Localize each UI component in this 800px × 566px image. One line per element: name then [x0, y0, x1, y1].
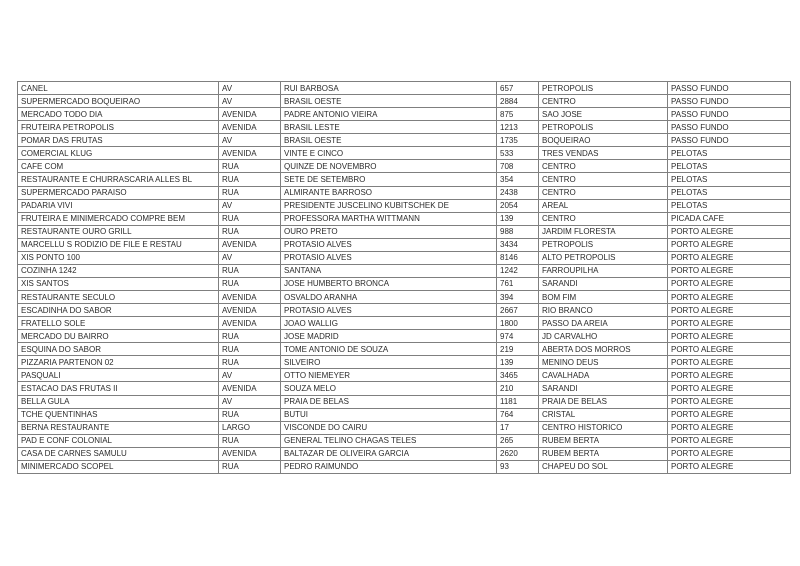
- table-cell: SARANDI: [539, 382, 668, 395]
- table-cell: JD CARVALHO: [539, 330, 668, 343]
- table-cell: PRAIA DE BELAS: [281, 395, 497, 408]
- table-cell: PORTO ALEGRE: [668, 460, 791, 473]
- table-cell: PELOTAS: [668, 199, 791, 212]
- table-cell: RUA: [219, 264, 281, 277]
- table-cell: VISCONDE DO CAIRU: [281, 421, 497, 434]
- table-row: [18, 421, 791, 434]
- table-cell: PORTO ALEGRE: [668, 330, 791, 343]
- table-row: [18, 447, 791, 460]
- table-cell: PETROPOLIS: [539, 121, 668, 134]
- table-cell: JARDIM FLORESTA: [539, 225, 668, 238]
- table-cell: 974: [497, 330, 539, 343]
- table-cell: BUTUI: [281, 408, 497, 421]
- table-row: [18, 108, 791, 121]
- table-cell: RUBEM BERTA: [539, 447, 668, 460]
- table-cell: OURO PRETO: [281, 225, 497, 238]
- table-cell: RUA: [219, 186, 281, 199]
- table-cell: TOME ANTONIO DE SOUZA: [281, 343, 497, 356]
- table-cell: ALTO PETROPOLIS: [539, 251, 668, 264]
- table-cell: PORTO ALEGRE: [668, 317, 791, 330]
- table-cell: PORTO ALEGRE: [668, 264, 791, 277]
- table-cell: RUA: [219, 434, 281, 447]
- table-cell: SARANDI: [539, 277, 668, 290]
- table-cell: PASSO FUNDO: [668, 134, 791, 147]
- table-cell: CENTRO: [539, 186, 668, 199]
- table-cell: BOQUEIRAO: [539, 134, 668, 147]
- table-cell: 3465: [497, 369, 539, 382]
- table-cell: PRAIA DE BELAS: [539, 395, 668, 408]
- table-row: [18, 95, 791, 108]
- table-row: [18, 317, 791, 330]
- table-row: [18, 82, 791, 95]
- table-cell: PORTO ALEGRE: [668, 304, 791, 317]
- table-cell: PORTO ALEGRE: [668, 277, 791, 290]
- table-row: [18, 304, 791, 317]
- table-cell: CENTRO: [539, 173, 668, 186]
- table-cell: 3434: [497, 238, 539, 251]
- table-cell: RUA: [219, 225, 281, 238]
- table-cell: PADARIA VIVI: [18, 199, 219, 212]
- table-cell: PELOTAS: [668, 173, 791, 186]
- table-cell: XIS PONTO 100: [18, 251, 219, 264]
- table-cell: PAD E CONF COLONIAL: [18, 434, 219, 447]
- table-cell: PELOTAS: [668, 147, 791, 160]
- table-cell: MINIMERCADO SCOPEL: [18, 460, 219, 473]
- table-cell: PELOTAS: [668, 160, 791, 173]
- table-cell: PICADA CAFE: [668, 212, 791, 225]
- table-cell: AREAL: [539, 199, 668, 212]
- table-row: [18, 173, 791, 186]
- table-cell: CENTRO: [539, 212, 668, 225]
- table-cell: AVENIDA: [219, 317, 281, 330]
- table-cell: 708: [497, 160, 539, 173]
- table-row: [18, 277, 791, 290]
- table-cell: 657: [497, 82, 539, 95]
- table-cell: RUA: [219, 356, 281, 369]
- table-cell: AV: [219, 134, 281, 147]
- table-row: [18, 460, 791, 473]
- table-cell: ESQUINA DO SABOR: [18, 343, 219, 356]
- table-cell: FRUTEIRA PETROPOLIS: [18, 121, 219, 134]
- table-cell: PORTO ALEGRE: [668, 251, 791, 264]
- table-cell: PROFESSORA MARTHA WITTMANN: [281, 212, 497, 225]
- table-cell: AV: [219, 395, 281, 408]
- table-cell: RUA: [219, 330, 281, 343]
- table-cell: 2438: [497, 186, 539, 199]
- table-cell: RESTAURANTE OURO GRILL: [18, 225, 219, 238]
- table-cell: AVENIDA: [219, 108, 281, 121]
- table-row: [18, 225, 791, 238]
- table-cell: PASSO FUNDO: [668, 108, 791, 121]
- table-cell: RUA: [219, 460, 281, 473]
- table-cell: MARCELLU S RODIZIO DE FILE E RESTAU: [18, 238, 219, 251]
- table-cell: PASQUALI: [18, 369, 219, 382]
- table-row: [18, 434, 791, 447]
- table-cell: PORTO ALEGRE: [668, 343, 791, 356]
- table-row: [18, 134, 791, 147]
- table-cell: AVENIDA: [219, 382, 281, 395]
- table-row: [18, 147, 791, 160]
- table-cell: ESCADINHA DO SABOR: [18, 304, 219, 317]
- table-row: [18, 121, 791, 134]
- table-cell: 1181: [497, 395, 539, 408]
- table-row: [18, 330, 791, 343]
- table-cell: CENTRO: [539, 95, 668, 108]
- table-cell: JOSE HUMBERTO BRONCA: [281, 277, 497, 290]
- table-cell: 2054: [497, 199, 539, 212]
- table-cell: 354: [497, 173, 539, 186]
- table-cell: PORTO ALEGRE: [668, 382, 791, 395]
- table-cell: PORTO ALEGRE: [668, 291, 791, 304]
- table-cell: LARGO: [219, 421, 281, 434]
- table-cell: AV: [219, 251, 281, 264]
- table-cell: AVENIDA: [219, 238, 281, 251]
- table-cell: CENTRO HISTORICO: [539, 421, 668, 434]
- table-row: [18, 395, 791, 408]
- table-cell: PASSO FUNDO: [668, 95, 791, 108]
- table-cell: PROTASIO ALVES: [281, 251, 497, 264]
- table-cell: 8146: [497, 251, 539, 264]
- table-cell: SUPERMERCADO BOQUEIRAO: [18, 95, 219, 108]
- table-cell: PORTO ALEGRE: [668, 356, 791, 369]
- table-cell: 394: [497, 291, 539, 304]
- table-row: [18, 291, 791, 304]
- table-cell: XIS SANTOS: [18, 277, 219, 290]
- table-cell: PETROPOLIS: [539, 82, 668, 95]
- table-cell: RUA: [219, 343, 281, 356]
- table-cell: MERCADO TODO DIA: [18, 108, 219, 121]
- table-cell: RUA: [219, 212, 281, 225]
- table-cell: PORTO ALEGRE: [668, 447, 791, 460]
- table-cell: FRATELLO SOLE: [18, 317, 219, 330]
- table-cell: CAFE COM: [18, 160, 219, 173]
- table-cell: PROTASIO ALVES: [281, 238, 497, 251]
- table-cell: 2884: [497, 95, 539, 108]
- table-cell: 265: [497, 434, 539, 447]
- table-cell: PRESIDENTE JUSCELINO KUBITSCHEK DE: [281, 199, 497, 212]
- establishments-table: [17, 81, 791, 474]
- table-cell: MERCADO DU BAIRRO: [18, 330, 219, 343]
- table-cell: 2620: [497, 447, 539, 460]
- table-cell: COZINHA 1242: [18, 264, 219, 277]
- table-row: [18, 369, 791, 382]
- table-cell: 533: [497, 147, 539, 160]
- table-cell: BRASIL OESTE: [281, 134, 497, 147]
- table-cell: 875: [497, 108, 539, 121]
- table-cell: 1213: [497, 121, 539, 134]
- table-cell: PEDRO RAIMUNDO: [281, 460, 497, 473]
- table-row: [18, 251, 791, 264]
- table-cell: CAVALHADA: [539, 369, 668, 382]
- table-cell: CRISTAL: [539, 408, 668, 421]
- table-cell: AV: [219, 82, 281, 95]
- table-row: [18, 186, 791, 199]
- table-cell: 988: [497, 225, 539, 238]
- table-cell: RUA: [219, 160, 281, 173]
- table-cell: 764: [497, 408, 539, 421]
- table-cell: PORTO ALEGRE: [668, 395, 791, 408]
- table-cell: AV: [219, 369, 281, 382]
- table-cell: BRASIL OESTE: [281, 95, 497, 108]
- table-cell: RUI BARBOSA: [281, 82, 497, 95]
- table-cell: RUA: [219, 408, 281, 421]
- table-cell: POMAR DAS FRUTAS: [18, 134, 219, 147]
- table-cell: JOSE MADRID: [281, 330, 497, 343]
- table-cell: PORTO ALEGRE: [668, 421, 791, 434]
- table-cell: RUA: [219, 277, 281, 290]
- table-cell: 1800: [497, 317, 539, 330]
- table-cell: 139: [497, 212, 539, 225]
- table-cell: PASSO FUNDO: [668, 121, 791, 134]
- table-cell: MENINO DEUS: [539, 356, 668, 369]
- table-row: [18, 408, 791, 421]
- establishments-table-body: [18, 82, 791, 474]
- table-cell: PETROPOLIS: [539, 238, 668, 251]
- table-cell: JOAO WALLIG: [281, 317, 497, 330]
- table-cell: FRUTEIRA E MINIMERCADO COMPRE BEM: [18, 212, 219, 225]
- table-cell: PASSO FUNDO: [668, 82, 791, 95]
- table-cell: SOUZA MELO: [281, 382, 497, 395]
- table-cell: CANEL: [18, 82, 219, 95]
- table-cell: SAO JOSE: [539, 108, 668, 121]
- table-cell: TRES VENDAS: [539, 147, 668, 160]
- table-cell: AVENIDA: [219, 147, 281, 160]
- table-cell: RUBEM BERTA: [539, 434, 668, 447]
- table-row: [18, 212, 791, 225]
- table-cell: BRASIL LESTE: [281, 121, 497, 134]
- table-cell: SANTANA: [281, 264, 497, 277]
- table-cell: PORTO ALEGRE: [668, 238, 791, 251]
- table-cell: PADRE ANTONIO VIEIRA: [281, 108, 497, 121]
- table-cell: TCHE QUENTINHAS: [18, 408, 219, 421]
- table-cell: PORTO ALEGRE: [668, 408, 791, 421]
- table-row: [18, 238, 791, 251]
- table-cell: AVENIDA: [219, 291, 281, 304]
- table-cell: QUINZE DE NOVEMBRO: [281, 160, 497, 173]
- table-cell: BERNA RESTAURANTE: [18, 421, 219, 434]
- table-cell: SETE DE SETEMBRO: [281, 173, 497, 186]
- table-cell: RIO BRANCO: [539, 304, 668, 317]
- table-cell: BOM FIM: [539, 291, 668, 304]
- table-cell: GENERAL TELINO CHAGAS TELES: [281, 434, 497, 447]
- table-cell: 1735: [497, 134, 539, 147]
- table-cell: AVENIDA: [219, 447, 281, 460]
- table-cell: ALMIRANTE BARROSO: [281, 186, 497, 199]
- table-cell: ESTACAO DAS FRUTAS II: [18, 382, 219, 395]
- table-cell: VINTE E CINCO: [281, 147, 497, 160]
- table-cell: CASA DE CARNES SAMULU: [18, 447, 219, 460]
- table-row: [18, 356, 791, 369]
- table-cell: PORTO ALEGRE: [668, 369, 791, 382]
- table-row: [18, 382, 791, 395]
- table-cell: AV: [219, 95, 281, 108]
- table-cell: OSVALDO ARANHA: [281, 291, 497, 304]
- table-cell: ABERTA DOS MORROS: [539, 343, 668, 356]
- table-cell: PIZZARIA PARTENON 02: [18, 356, 219, 369]
- table-cell: RESTAURANTE SECULO: [18, 291, 219, 304]
- table-row: [18, 264, 791, 277]
- table-cell: BALTAZAR DE OLIVEIRA GARCIA: [281, 447, 497, 460]
- table-cell: 93: [497, 460, 539, 473]
- table-cell: 2667: [497, 304, 539, 317]
- table-cell: RUA: [219, 173, 281, 186]
- table-cell: AVENIDA: [219, 121, 281, 134]
- table-cell: 17: [497, 421, 539, 434]
- table-cell: AVENIDA: [219, 304, 281, 317]
- table-cell: CENTRO: [539, 160, 668, 173]
- table-cell: AV: [219, 199, 281, 212]
- table-cell: RESTAURANTE E CHURRASCARIA ALLES BL: [18, 173, 219, 186]
- table-cell: OTTO NIEMEYER: [281, 369, 497, 382]
- table-cell: PORTO ALEGRE: [668, 225, 791, 238]
- table-cell: BELLA GULA: [18, 395, 219, 408]
- table-cell: COMERCIAL KLUG: [18, 147, 219, 160]
- table-cell: SILVEIRO: [281, 356, 497, 369]
- table-cell: PELOTAS: [668, 186, 791, 199]
- table-cell: 210: [497, 382, 539, 395]
- table-cell: PORTO ALEGRE: [668, 434, 791, 447]
- table-cell: 139: [497, 356, 539, 369]
- table-cell: 1242: [497, 264, 539, 277]
- table-cell: 219: [497, 343, 539, 356]
- table-cell: 761: [497, 277, 539, 290]
- table-row: [18, 160, 791, 173]
- table-cell: SUPERMERCADO PARAISO: [18, 186, 219, 199]
- table-cell: PROTASIO ALVES: [281, 304, 497, 317]
- table-row: [18, 199, 791, 212]
- table-cell: FARROUPILHA: [539, 264, 668, 277]
- table-cell: CHAPEU DO SOL: [539, 460, 668, 473]
- table-row: [18, 343, 791, 356]
- table-cell: PASSO DA AREIA: [539, 317, 668, 330]
